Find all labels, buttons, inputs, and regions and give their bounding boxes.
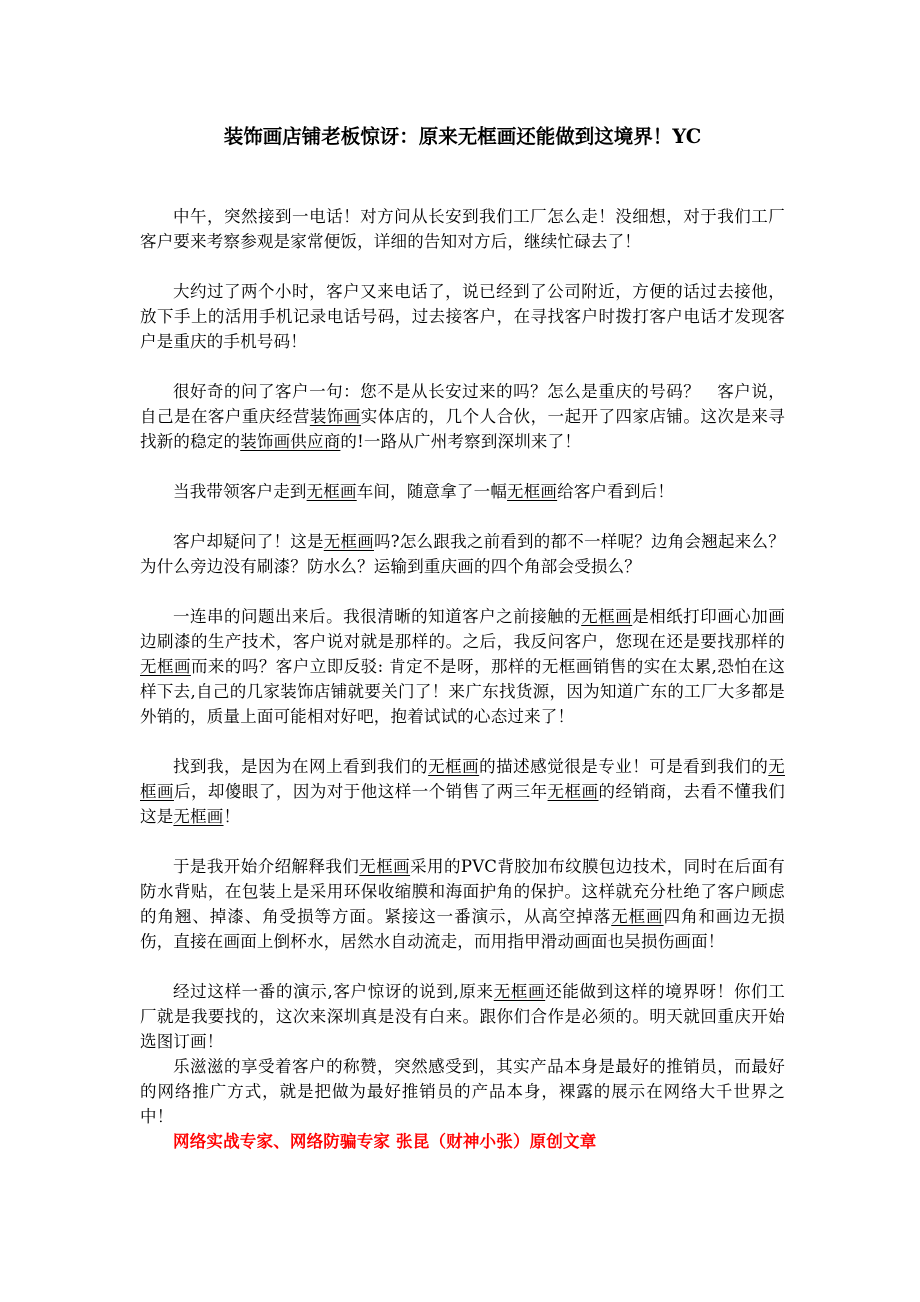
text-run: 一连串的问题出来后。我很清晰的知道客户之前接触的 [173,607,582,626]
keyword-link[interactable]: 无框画 [306,482,357,501]
keyword-link[interactable]: 无框画 [611,907,664,926]
paragraph-gap [140,954,785,979]
paragraph-gap [140,829,785,854]
text-run: 而来的吗？客户立即反驳: 肯定不是呀，那样的无框画销售的实在太累,恐怕在这样下去,自己的几家装饰店铺就要关门了！来广东找货源，因为知道广东的工厂大多都是外销的，质量上面可能相对好吧，抱着试试的心态过来了！ [140,657,785,726]
paragraph-gap [140,454,785,479]
text-run: 的经销商，去看不懂我们这是 [140,782,786,826]
paragraph-7 [140,754,785,829]
text-run: 的!一路从广州考察到深圳来了！ [340,432,582,451]
text-run: 客户却疑问了！这是 [173,532,324,551]
keyword-link[interactable]: 无框画 [140,757,785,801]
text-run: 的描述感觉很是专业！可是看到我们的 [479,757,769,776]
keyword-link[interactable]: 无框画 [173,807,224,826]
page-title: 装饰画店铺老板惊讶：原来无框画还能做到这境界！YC [223,125,702,148]
paragraph-5 [140,529,785,579]
keyword-link[interactable]: 无框画 [140,657,191,676]
text-run: 是相纸打印画心加画边刷漆的生产技术，客户说对就是那样的。之后，我反问客户，您现在还是要找那样的 [140,607,785,651]
paragraph-gap [140,254,785,279]
text-run: ！ [223,807,241,826]
text-run: 后，却傻眼了，因为对于他这样一个销售了两三年 [173,782,548,801]
text-run: 还能做到这样的境界呀！你们工厂就是我要找的，这次来深圳真是没有白来。跟你们合作是必须的。明天就回重庆开始选图订画！ [140,982,785,1051]
paragraph-4 [140,479,785,504]
paragraph-2 [140,279,785,354]
keyword-link[interactable]: 无框画 [323,532,374,551]
paragraph-6 [140,604,785,729]
author-footer: 网络实战专家、网络防骗专家 张昆（财神小张）原创文章 [173,1132,597,1151]
keyword-link[interactable]: 无框画 [493,982,546,1001]
text-run: 四角和画边无损伤，直接在画面上倒杯水，居然水自动流走，而用指甲滑动画面也吴损伤画面！ [140,907,785,951]
text-run: 很好奇的问了客户一句：您不是从长安过来的吗？怎么是重庆的号码？ 客户说，自己是在客户重庆经营 [140,382,785,426]
keyword-link[interactable]: 无框画 [428,757,480,776]
keyword-link[interactable]: 无框画 [547,782,599,801]
paragraph-3 [140,379,785,454]
keyword-link[interactable]: 装饰画供应商 [240,432,341,451]
text-run: 于是我开始介绍解释我们 [173,857,360,876]
text-run: 车间，随意拿了一幅 [356,482,508,501]
text-run: 采用的PVC背胶加布纹膜包边技术，同时在后面有防水背贴，在包装上是采用环保收缩膜和海面护角的保护。这样就充分杜绝了客户顾虑的角翘、掉漆、角受损等方面。紧接这一番演示，从高空掉落 [140,857,786,926]
text-run: 中午，突然接到一电话！对方问从长安到我们工厂怎么走！没细想，对于我们工厂客户要来考察参观是家常便饭，详细的告知对方后，继续忙碌去了！ [140,207,785,251]
paragraph-8 [140,854,785,954]
text-run: 吗?怎么跟我之前看到的都不一样呢？边角会翘起来么？为什么旁边没有刷漆？防水么？运输到重庆画的四个角部会受损么？ [140,532,785,576]
paragraph-10 [140,1054,785,1129]
keyword-link[interactable]: 无框画 [581,607,633,626]
paragraph-1 [140,204,785,254]
text-run: 当我带领客户走到 [173,482,307,501]
paragraph-9 [140,979,785,1054]
text-run: 经过这样一番的演示,客户惊讶的说到,原来 [173,982,494,1001]
keyword-link[interactable]: 装饰画 [309,407,361,426]
text-run: 找到我，是因为在网上看到我们的 [173,757,429,776]
text-run: 给客户看到后！ [557,482,675,501]
article-body [140,204,785,1154]
paragraph-gap [140,354,785,379]
text-run: 实体店的，几个人合伙，一起开了四家店铺。这次是来寻找新的稳定的 [140,407,786,451]
text-run: 乐滋滋的享受着客户的称赞，突然感受到，其实产品本身是最好的推销员，而最好的网络推广方式，就是把做为最好推销员的产品本身，裸露的展示在网络大千世界之中！ [140,1057,785,1126]
keyword-link[interactable]: 无框画 [359,857,411,876]
text-run: 大约过了两个小时，客户又来电话了，说已经到了公司附近，方便的话过去接他，放下手上的活用手机记录电话号码，过去接客户，在寻找客户时拨打客户电话才发现客户是重庆的手机号码！ [140,282,785,351]
paragraph-gap [140,729,785,754]
keyword-link[interactable]: 无框画 [507,482,558,501]
paragraph-gap [140,504,785,529]
paragraph-gap [140,579,785,604]
